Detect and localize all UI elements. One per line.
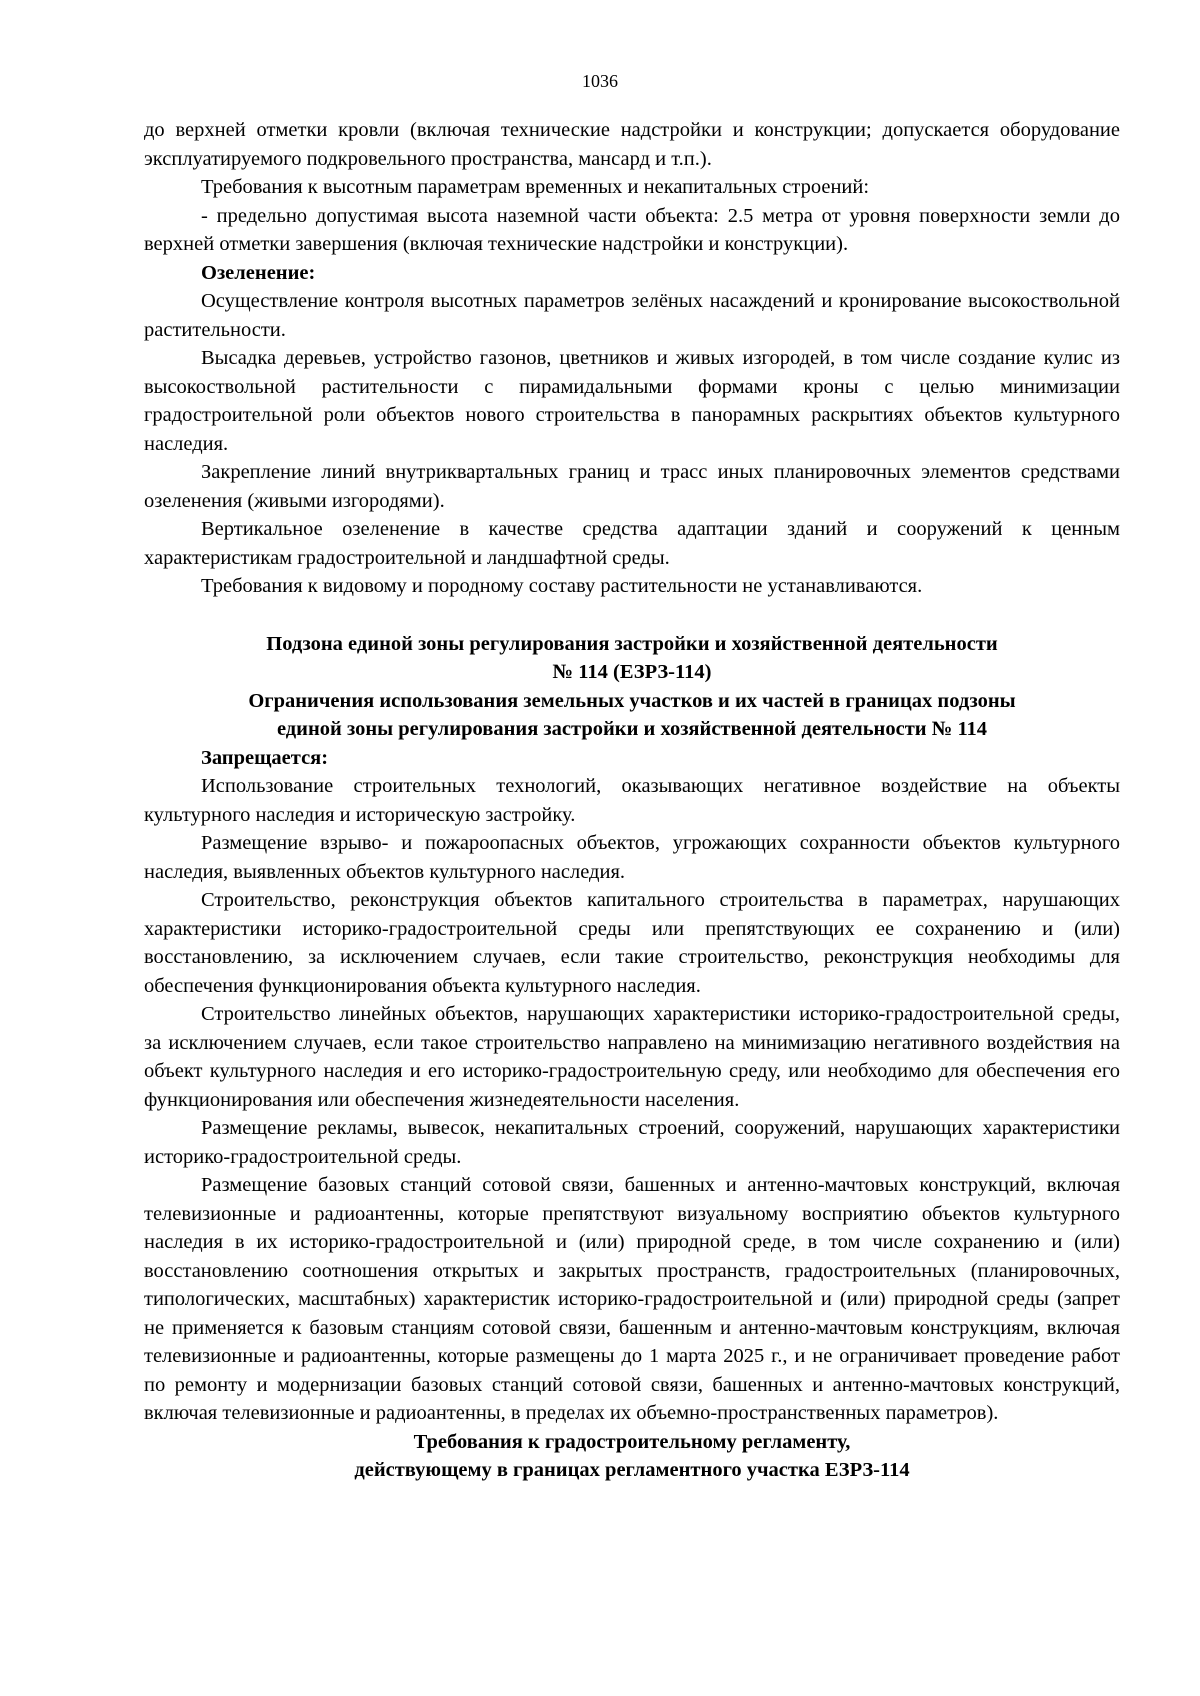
requirements-heading-line: Требования к градостроительному регламенту, xyxy=(413,1430,851,1453)
greening-paragraph: Осуществление контроля высотных параметров зелёных насаждений и кронирование высокоствольной растительности. xyxy=(144,290,1120,341)
requirements-heading-line: действующему в границах регламентного участка ЕЗРЗ-114 xyxy=(354,1459,910,1481)
greening-paragraph: Вертикальное озеленение в качестве средства адаптации зданий и сооружений к ценным характеристикам градостроительной и ландшафтной среды. xyxy=(144,518,1120,569)
height-continuation-paragraph: до верхней отметки кровли (включая технические надстройки и конструкции; допускается оборудование эксплуатируемого подкровельного пространства, мансард и т.п.). xyxy=(144,119,1120,170)
prohibition-item: Строительство линейных объектов, нарушающих характеристики историко-градостроительной среды, за исключением случаев, если такое строительство направлено на минимизацию негативного воздействия на объект культурного наследия и его историко-градостроительную среду, или необходимо для обеспечения его функционирования или обеспечения жизнедеятельности населения. xyxy=(144,1003,1120,1111)
subzone-title-line: Подзона единой зоны регулирования застройки и хозяйственной деятельности xyxy=(266,632,998,655)
restrictions-heading-line: единой зоны регулирования застройки и хозяйственной деятельности № 114 xyxy=(276,718,988,740)
greening-paragraph: Требования к видовому и породному составу растительности не устанавливаются. xyxy=(201,575,923,597)
subzone-title-line: № 114 (ЕЗРЗ-114) xyxy=(552,661,712,683)
section-gap xyxy=(144,601,1120,630)
page-content xyxy=(144,116,1120,1485)
greening-paragraph: Высадка деревьев, устройство газонов, цветников и живых изгородей, в том числе создание кулис из высокоствольной растительности с пирамидальными формами кроны с целью минимизации градостроительной роли объектов нового строительства в панорамных раскрытиях объектов культурного наследия. xyxy=(144,347,1120,455)
prohibition-item: Размещение рекламы, вывесок, некапитальных строений, сооружений, нарушающих характеристики историко-градостроительной среды. xyxy=(144,1117,1120,1168)
greening-heading: Озеленение: xyxy=(201,261,316,284)
restrictions-heading-line: Ограничения использования земельных участков и их частей в границах подзоны xyxy=(248,689,1016,712)
prohibition-item: Строительство, реконструкция объектов капитального строительства в параметрах, нарушающих характеристики историко-градостроительной среды или препятствующих ее сохранению и (или) восстановлению, за исключением случаев, если такие строительство, реконструкция необходимы для обеспечения функционирования объекта культурного наследия. xyxy=(144,889,1120,997)
max-height-paragraph: - предельно допустимая высота наземной части объекта: 2.5 метра от уровня поверхности земли до верхней отметки завершения (включая технические надстройки и конструкции). xyxy=(144,204,1120,255)
prohibition-item: Размещение базовых станций сотовой связи, башенных и антенно-мачтовых конструкций, включая телевизионные и радиоантенны, которые препятствуют визуальному восприятию объектов культурного наследия в их историко-градостроительной и (или) природной среде, в том числе сохранению и (или) восстановлению соотношения открытых и закрытых пространств, градостроительных (планировочных, типологических, масштабных) характеристик историко-градостроительной и (или) природной среды (запрет не применяется к базовым станциям сотовой связи, башенным и антенно-мачтовым конструкциям, включая телевизионные и радиоантенны, которые размещены до 1 марта 2025 г., и не ограничивает проведение работ по ремонту и модернизации базовых станций сотовой связи, башенных и антенно-мачтовых конструкций, включая телевизионные и радиоантенны, в пределах их объемно-пространственных параметров). xyxy=(144,1174,1120,1424)
page-number: 1036 xyxy=(582,71,618,91)
greening-paragraph: Закрепление линий внутриквартальных границ и трасс иных планировочных элементов средствами озеленения (живыми изгородями). xyxy=(144,461,1120,512)
temporary-structures-requirements: Требования к высотным параметрам временных и некапитальных строений: xyxy=(201,176,870,198)
prohibition-item: Использование строительных технологий, оказывающих негативное воздействие на объекты культурного наследия и историческую застройку. xyxy=(144,775,1120,826)
prohibition-item: Размещение взрыво- и пожароопасных объектов, угрожающих сохранности объектов культурного наследия, выявленных объектов культурного наследия. xyxy=(144,832,1120,883)
prohibited-heading: Запрещается: xyxy=(201,746,329,769)
